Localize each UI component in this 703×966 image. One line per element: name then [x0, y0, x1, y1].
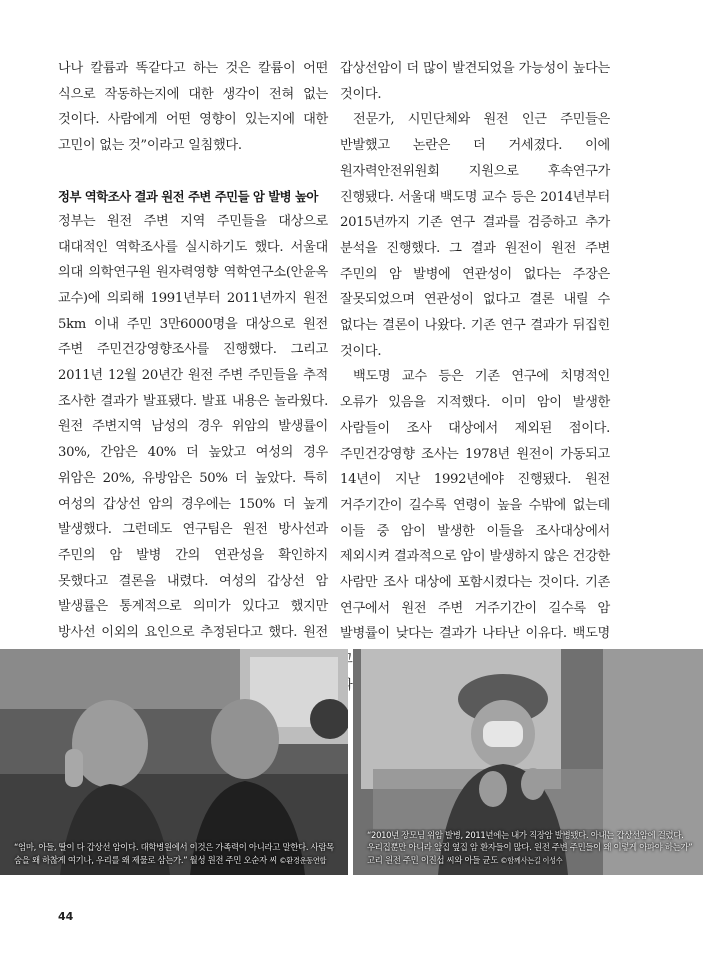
body-paragraph-3: 백도명 교수 등은 기존 연구에 치명적인 오류가 있음을 지적했다. 이미 암이 발생한 사람들이 조사 대상에서 제외된 점이다. 주민건강영향 조사는 1978년 원전이 가동되고 14년이 지난 1992년에야 진행됐다. 원전 거주기간이 길수록 연령이 높을 수밖에 없는데 이들 중 암이 발생한 이들을 조사대상에서 제외시켜 결과적으로 암이 발생하지 않은 건강한 사람만 조사 대상에 포함시켰다는 것이다. 기존 연구에서 원전 주변 거주기간이 길수록 암 발병률이 낮다는 결과가 나타난 이유다. 백도명 [340, 369, 610, 642]
photo-caption-left [14, 841, 338, 867]
photo-credit: ©함께사는길 이성수 [500, 855, 563, 865]
caption-text: “2010년 장모님 위암 발병, 2011년에는 내가 직장암 발병됐다. 아내는 갑상선암에 걸렸다. 우리집뿐만 아니라 앞집 옆집 암 환자들이 많다. 원전 주변 주민들이 왜 이렇게 아파야 하는가” 고리 원전 주민 이진섭 씨와 아들 균도 [367, 829, 693, 865]
body-paragraph-1: 갑상선암이 더 많이 발견되었을 가능성이 높다는 것이다. [340, 61, 610, 102]
quote-tail-paragraph: 나나 칼륨과 똑같다고 하는 것은 칼륨이 어떤 식으로 작동하는지에 대한 생각이 전혀 없는 것이다. 사람에게 어떤 영향이 있는지에 대한 고민이 없는 것”이라고 일침했다. [58, 61, 328, 154]
right-column [340, 56, 610, 699]
caption-text: “엄마, 아들, 딸이 다 갑상선 암이다. 대학병원에서 이것은 가족력이 아니라고 말한다. 사람목숨을 왜 하찮게 여기나, 우리를 왜 제물로 삼는가.” 월성 원전 주민 오순자 씨 [14, 842, 334, 865]
page-number: 44 [58, 910, 74, 923]
photo-caption-right [367, 829, 693, 868]
body-paragraph-2: 전문가, 시민단체와 원전 인근 주민들은 반발했고 논란은 더 거세졌다. 이에 원자력안전위원회 지원으로 후속연구가 진행됐다. 서울대 백도명 교수 등은 2014년부터 2015년까지 기존 연구 결과를 검증하고 추가 분석을 진행했다. 그 결과 원전이 원전 주변 주민의 암 발병에 연관성이 없다는 주장은 잘못되었으며 연관성이 없다고 결론 내릴 수 없다는 결론이 나왔다. 기존 연구 결과가 뒤집힌 것이다. [340, 112, 610, 359]
section-subheading: 정부 역학조사 결과 원전 주변 주민들 암 발병 높아 [58, 188, 318, 204]
photo-mother-and-son [0, 649, 348, 875]
photo-credit: ©환경운동연합 [279, 855, 327, 865]
body-paragraph: 정부는 원전 주변 지역 주민들을 대상으로 대대적인 역학조사를 실시하기도 했다. 서울대 의대 의학연구원 원자력영향 역학연구소(안윤옥 교수)에 의뢰해 1991년부터 2011년까지 원전 5km 이내 주민 3만6000명을 대상으로 원전 주변 주민건강영향조사를 진행했다. 그리고 2011년 12월 20년간 원전 주변 주민들을 추적 조사한 결과가 발표됐다. 발표 내용은 놀라웠다. 원전 주변지역 남성의 경우 위암의 발생률이 30%, 간암은 40% 더 높았고 여성의 경우 위암은 20%, 유방암은 50% 더 높았다. 특히 여성의 갑상선 암의 경우에는 150% 더 높게 발생했다. 그런데도 연구팀은 원전 방사선과 주민의 암 발병 간의 연관성을 확인하지 못했다고 결론을 내렸다. 여성의 갑상선 암 발생률은 통계적으로 의미가 있다고 했지만 방사선 이외의 요인으로 추정된다고 했다. 원전 [58, 213, 328, 641]
photo-father-and-son [353, 649, 703, 875]
left-column [58, 56, 328, 671]
